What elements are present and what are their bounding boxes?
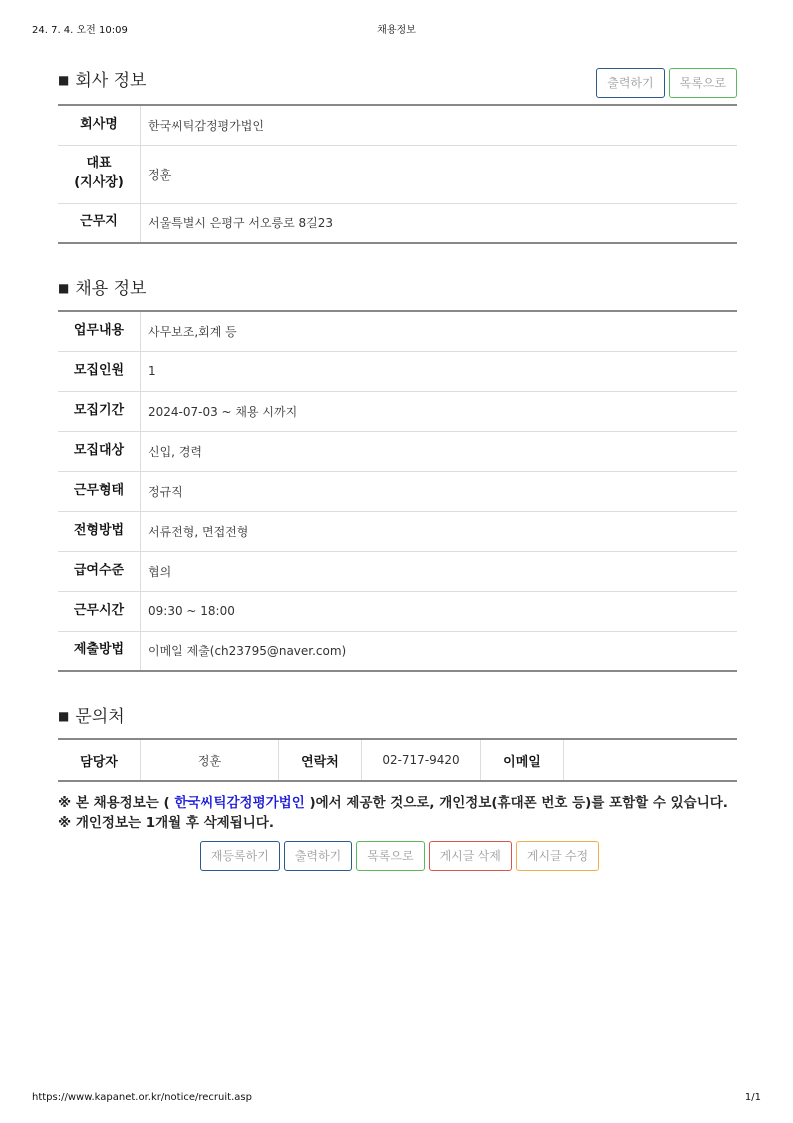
table-row: [58, 351, 737, 391]
email-label: 이메일: [481, 739, 564, 781]
square-bullet-icon: ■: [58, 281, 70, 295]
table-row: [58, 631, 737, 671]
notice-line-1: ※ 본 채용정보는 ( 한국씨틱감정평가법인 )에서 제공한 것으로, 개인정보(휴대폰 번호 등)를 포함할 수 있습니다.: [58, 795, 728, 811]
table-row: [58, 311, 737, 351]
row-value: 09:30 ~ 18:00: [141, 591, 738, 631]
row-label: 근무지: [58, 203, 141, 243]
row-label: 모집대상: [58, 431, 141, 471]
phone-value: 02-717-9420: [362, 739, 481, 781]
row-value: 2024-07-03 ~ 채용 시까지: [141, 391, 738, 431]
table-row: [58, 431, 737, 471]
row-label: 모집기간: [58, 391, 141, 431]
table-row: [58, 471, 737, 511]
table-row: [58, 203, 737, 243]
contact-section-title: ■ 문의처: [58, 707, 125, 727]
recruit-detail: [58, 60, 737, 871]
print-header-title: 채용정보: [377, 25, 416, 36]
delete-post-button[interactable]: 게시글 삭제: [429, 841, 512, 871]
representative-label: 대표: [86, 156, 112, 172]
print-button[interactable]: 출력하기: [284, 841, 352, 871]
row-label: 회사명: [58, 105, 141, 145]
recruit-section-header: [58, 256, 737, 310]
phone-label: 연락처: [279, 739, 362, 781]
table-row: [58, 591, 737, 631]
row-label: 업무내용: [58, 311, 141, 351]
company-info-table: [58, 104, 737, 244]
row-label: 제출방법: [58, 631, 141, 671]
manager-label: 담당자: [58, 739, 141, 781]
representative-value: 정훈: [141, 145, 738, 203]
row-value: 이메일 제출(ch23795@naver.com): [148, 644, 347, 659]
row-label: 전형방법: [58, 511, 141, 551]
table-row: [58, 105, 737, 145]
top-button-group: [592, 68, 737, 98]
square-bullet-icon: ■: [58, 73, 70, 87]
company-section-title: ■ 회사 정보: [58, 71, 147, 91]
manager-value: 정훈: [141, 739, 279, 781]
print-button[interactable]: 출력하기: [596, 68, 664, 98]
row-label: 근무형태: [58, 471, 141, 511]
notice-line-2: ※ 개인정보는 1개월 후 삭제됩니다.: [58, 815, 274, 831]
recruit-section-title: ■ 채용 정보: [58, 279, 147, 299]
company-name-value: 한국씨틱감정평가법인: [141, 105, 738, 145]
back-to-list-button[interactable]: 목록으로: [356, 841, 424, 871]
company-section-header: [58, 60, 737, 104]
branch-manager-label: (지사장): [74, 175, 124, 190]
edit-post-button[interactable]: 게시글 수정: [516, 841, 599, 871]
table-row: [58, 739, 737, 781]
back-to-list-button[interactable]: 목록으로: [669, 68, 737, 98]
reregister-button[interactable]: 재등록하기: [200, 841, 280, 871]
recruit-info-table: [58, 310, 737, 672]
row-value: 신입, 경력: [141, 431, 738, 471]
row-label: 모집인원: [58, 351, 141, 391]
row-label: 근무시간: [58, 591, 141, 631]
workplace-value: 서울특별시 은평구 서오릉로 8길23: [148, 216, 334, 231]
bottom-button-group: [58, 841, 737, 871]
print-header-date: 24. 7. 4. 오전 10:09: [32, 25, 128, 36]
row-value: 서류전형, 면접전형: [141, 511, 738, 551]
row-value: 사무보조,회계 등: [141, 311, 738, 351]
notice-company-name: 한국씨틱감정평가법인: [174, 795, 305, 811]
table-row: [58, 145, 737, 203]
contact-section-header: [58, 672, 737, 738]
row-label: 급여수준: [58, 551, 141, 591]
square-bullet-icon: ■: [58, 709, 70, 723]
row-value: 협의: [141, 551, 738, 591]
email-value: [564, 739, 738, 781]
privacy-notice: [58, 793, 737, 833]
contact-table: [58, 738, 737, 782]
table-row: [58, 511, 737, 551]
table-row: [58, 551, 737, 591]
row-value: 1: [141, 351, 738, 391]
table-row: [58, 391, 737, 431]
print-footer-page-number: 1/1: [744, 1092, 761, 1103]
row-value: 정규직: [141, 471, 738, 511]
row-label: [58, 145, 141, 203]
print-footer-url: https://www.kapanet.or.kr/notice/recruit.asp: [32, 1092, 252, 1103]
